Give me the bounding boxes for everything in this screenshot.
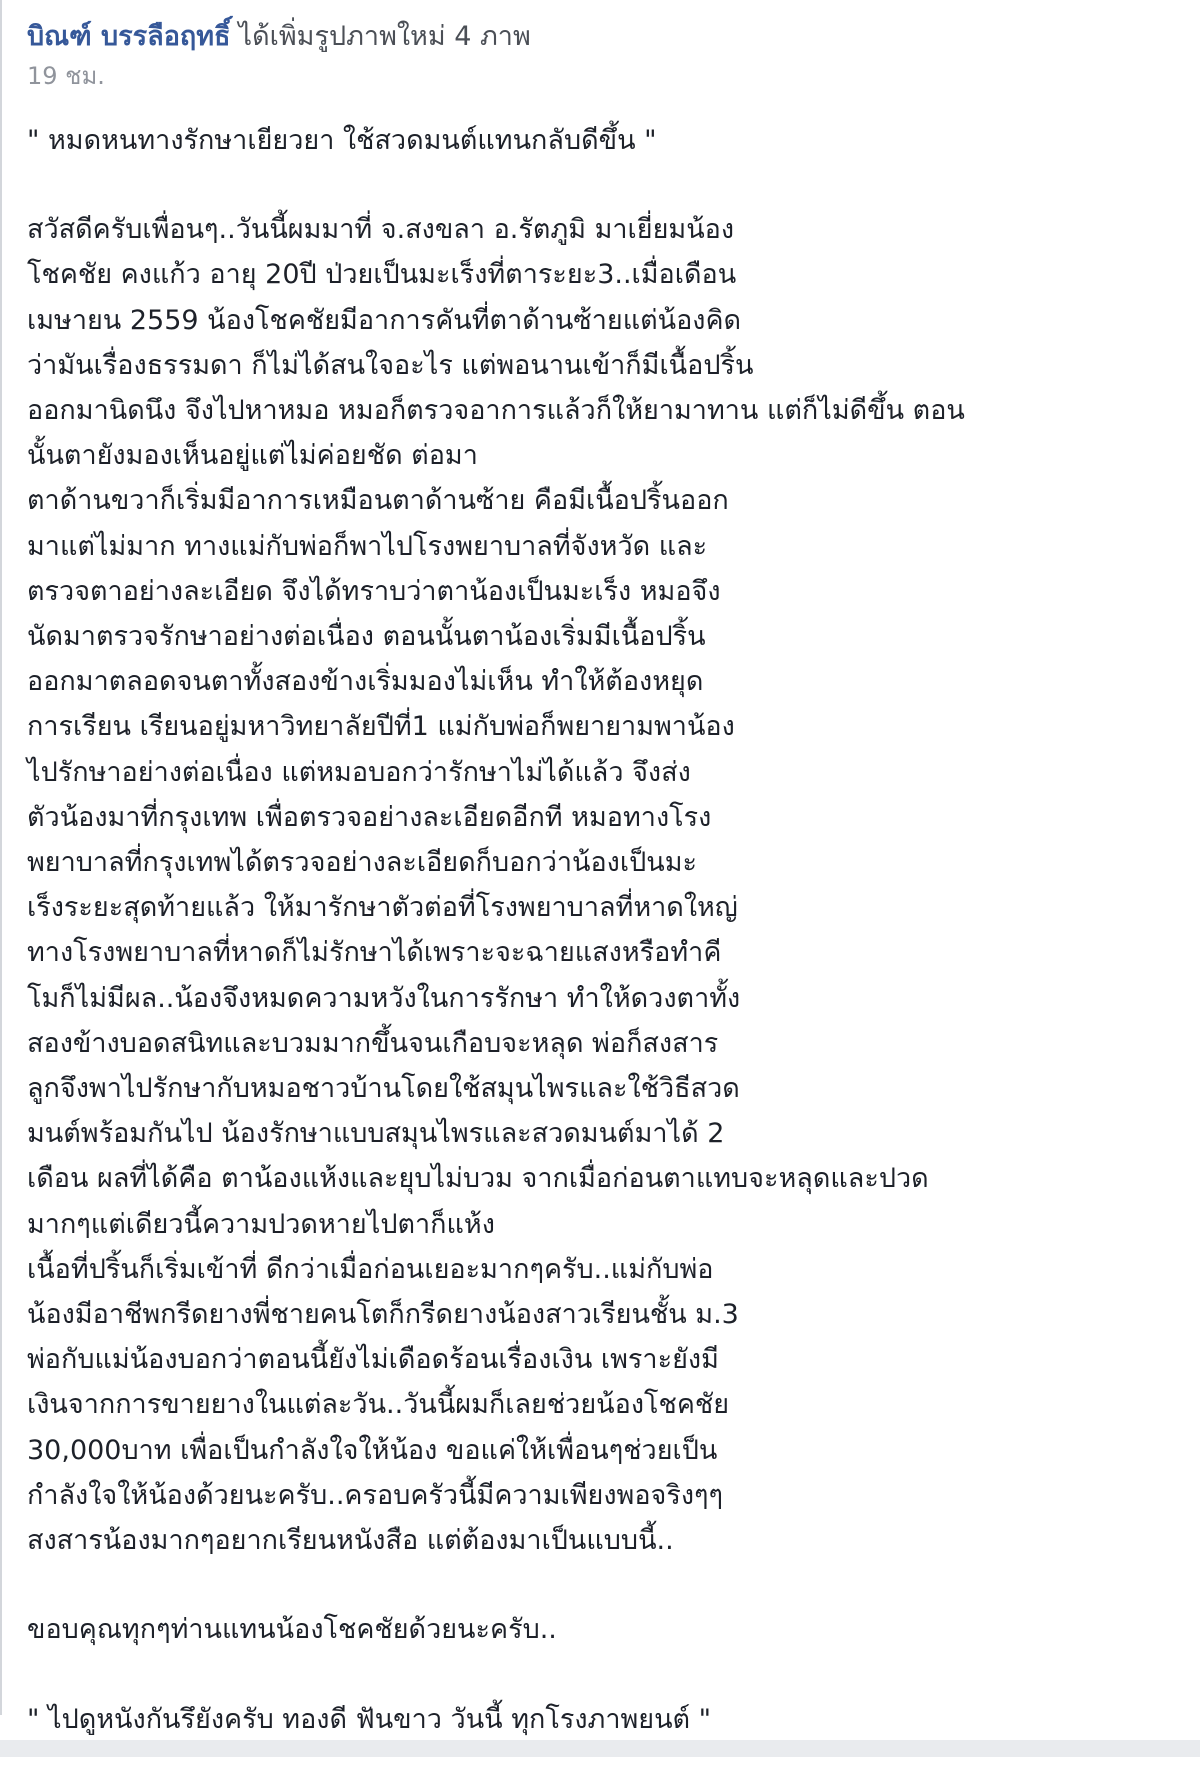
feed-divider [0,1740,1200,1757]
post-left-border [0,0,2,1715]
facebook-post [27,14,1177,1786]
post-headline: " หมดหนทางรักษาเยียวยา ใช้สวดมนต์แทนกลับดีขึ้น " [27,125,657,156]
post-closing-text: " ไปดูหนังกันรึยังครับ ทองดี ฟันขาว วันนี้ ทุกโรงภาพยนต์ " [27,1703,712,1735]
post-thanks-text: ขอบคุณทุกๆท่านแทนน้องโชคชัยด้วยนะครับ.. [27,1614,557,1646]
post-header [27,14,1177,60]
post-timestamp-link[interactable]: 19 ชม. [27,62,105,90]
post-body [27,118,1177,1742]
post-story-text: สวัสดีครับเพื่อนๆ..วันนี้ผมมาที่ จ.สงขลา อ.รัตภูมิ มาเยี่ยมน้อง โชคชัย คงแก้ว อายุ 20ปี ป่วยเป็นมะเร็งที่ตาระยะ3..เมื่อเดือน เมษายน 2559 น้องโชคชัยมีอาการคันที่ตาด้านซ้ายแต่น้องคิด ว่ามันเรื่องธรรมดา ก็ไม่ได้สนใจอะไร แต่พอนานเข้าก็มีเนื้อปริ้น ออกมานิดนึง จึงไปหาหมอ หมอก็ตรวจอาการแล้วก็ให้ยามาทาน แต่ก็ไม่ดีขึ้น ตอน นั้นตายังมองเห็นอยู่แต่ไม่ค่อยชัด ต่อมา ตาด้านขวาก็เริ่มมีอาการเหมือนตาด้านซ้าย คือมีเนื้อปริ้นออก มาแต่ไม่มาก ทางแม่กับพ่อก็พาไปโรงพยาบาลที่จังหวัด และ ตรวจตาอย่างละเอียด จึงได้ทราบว่าตาน้องเป็นมะเร็ง หมอจึง นัดมาตรวจรักษาอย่างต่อเนื่อง ตอนนั้นตาน้องเริ่มมีเนื้อปริ้น ออกมาตลอดจนตาทั้งสองข้างเริ่มมองไม่เห็น ทำให้ต้องหยุด การเรียน เรียนอยู่มหาวิทยาลัยปีที่1 แม่กับพ่อก็พยายามพาน้อง ไปรักษาอย่างต่อเนื่อง แต่หมอบอกว่ารักษาไม่ได้แล้ว จึงส่ง ตัวน้องมาที่กรุงเทพ เพื่อตรวจอย่างละเอียดอีกที หมอทางโรง พยาบาลที่กรุงเทพได้ตรวจอย่างละเอียดก็บอกว่าน้องเป็นมะ เร็งระยะสุดท้ายแล้ว ให้มารักษาตัวต่อที่โรงพยาบาลที่หาดใหญ่ ทางโรงพยาบาลที่หาดก็ไม่รักษาได้เพราะจะฉายแสงหรือทำคี โมก็ไม่มีผล..น้องจึงหมดความหวังในการรักษา ทำให้ดวงตาทั้ง สองข้างบอดสนิทและบวมมากขึ้นจนเกือบจะหลุด พ่อก็สงสาร ลูกจึงพาไปรักษากับหมอชาวบ้านโดยใช้สมุนไพรและใช้วิธีสวด มนต์พร้อมกันไป น้องรักษาแบบสมุนไพรและสวดมนต์มาได้ 2 เดือน ผลที่ได้คือ ตาน้องแห้งและยุบไม่บวม จากเมื่อก่อนตาแทบจะหลุดและปวด มากๆแต่เดียวนี้ความปวดหายไปตาก็แห้ง เนื้อที่ปริ้นก็เริ่มเข้าที่ ดีกว่าเมื่อก่อนเยอะมากๆครับ..แม่กับพ่อ น้องมีอาชีพกรีดยางพี่ชายคนโตก็กรีดยางน้องสาวเรียนชั้น ม.3 พ่อกับแม่น้องบอกว่าตอนนี้ยังไม่เดือดร้อนเรื่องเงิน เพราะยังมี เงินจากการขายยางในแต่ละวัน..วันนี้ผมก็เลยช่วยน้องโชคชัย 30,000บาท เพื่อเป็นกำลังใจให้น้อง ขอแค่ให้เพื่อนๆช่วยเป็น กำลังใจให้น้องด้วยนะครับ..ครอบครัวนี้มีความเพียงพอจริงๆๆ สงสารน้องมากๆอยากเรียนหนังสือ แต่ต้องมาเป็นแบบนี้.. [27,214,965,1557]
author-name-link[interactable]: บิณฑ์ บรรลือฤทธิ์ [27,21,231,52]
post-action-text: ได้เพิ่มรูปภาพใหม่ 4 ภาพ [238,21,531,52]
